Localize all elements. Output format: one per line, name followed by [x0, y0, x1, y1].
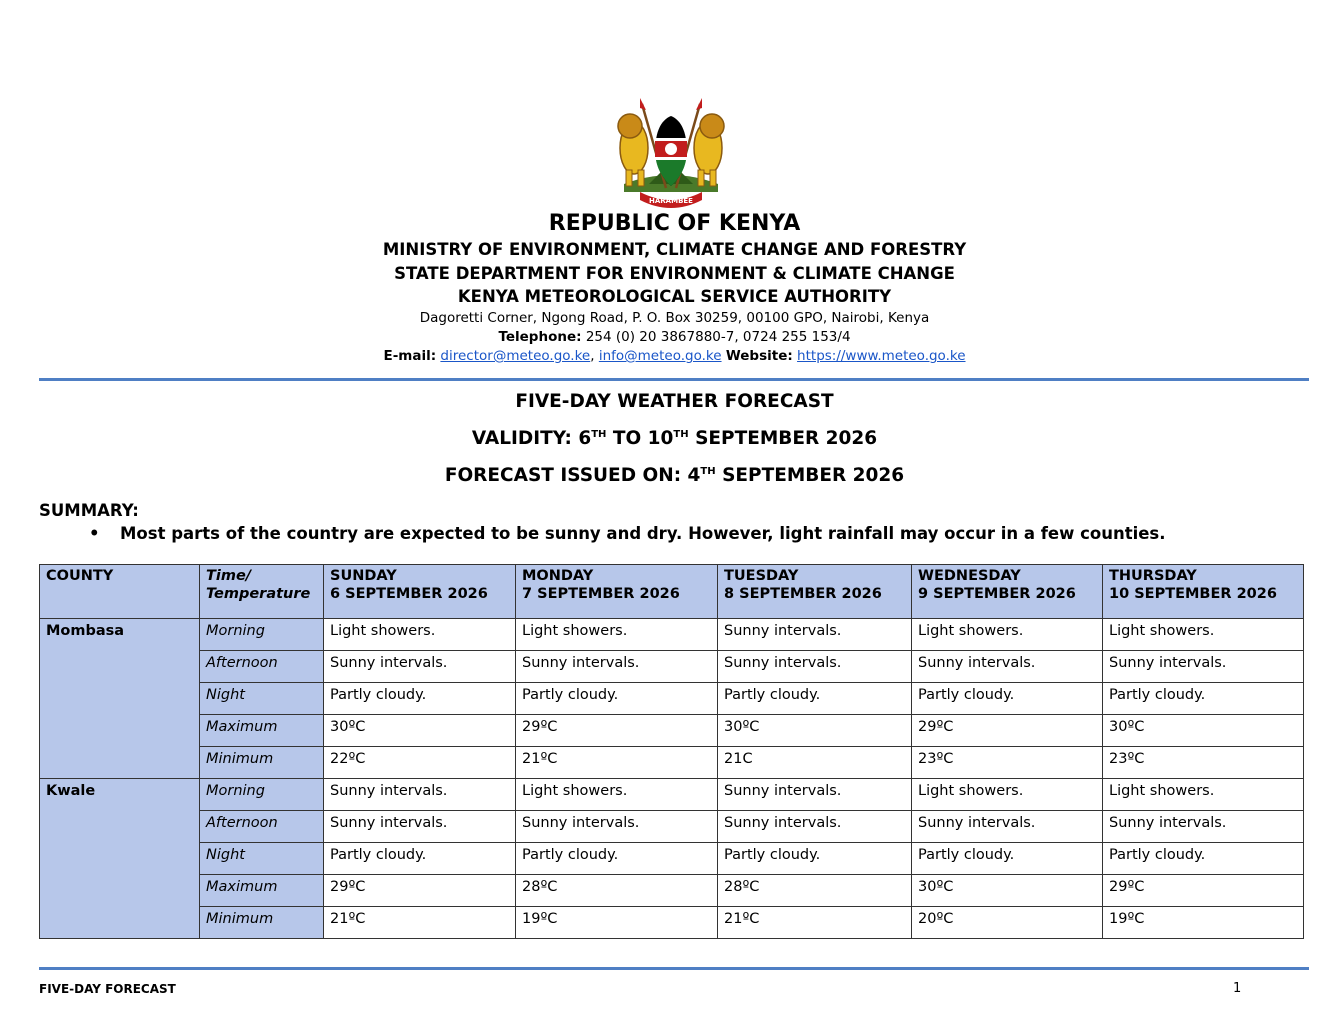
table-cell: 23ºC [912, 747, 1103, 779]
row-label: Night [200, 683, 324, 715]
row-label: Morning [200, 619, 324, 651]
table-cell: Partly cloudy. [324, 843, 516, 875]
table-cell: Partly cloudy. [912, 843, 1103, 875]
contact-line [0, 348, 1329, 364]
table-row [40, 907, 1304, 939]
footer-label: FIVE-DAY FORECAST [39, 982, 176, 996]
footer-divider [39, 967, 1309, 970]
table-cell: Light showers. [912, 619, 1103, 651]
header-day: MONDAY 7 SEPTEMBER 2026 [516, 565, 718, 619]
table-cell: 23ºC [1103, 747, 1304, 779]
republic-title: REPUBLIC OF KENYA [548, 211, 801, 236]
table-cell: Partly cloudy. [516, 683, 718, 715]
table-cell: 30ºC [324, 715, 516, 747]
table-cell: 29ºC [1103, 875, 1304, 907]
header-day: SUNDAY 6 SEPTEMBER 2026 [324, 565, 516, 619]
issued-sup: TH [700, 466, 716, 477]
table-cell: Sunny intervals. [718, 779, 912, 811]
bullet-icon: • [89, 524, 100, 543]
table-cell: Sunny intervals. [324, 651, 516, 683]
table-cell: 30ºC [1103, 715, 1304, 747]
header-day: TUESDAY 8 SEPTEMBER 2026 [718, 565, 912, 619]
header-day: THURSDAY 10 SEPTEMBER 2026 [1103, 565, 1304, 619]
row-label: Minimum [200, 747, 324, 779]
email-link-info[interactable]: info@meteo.go.ke [598, 348, 722, 364]
table-cell: Sunny intervals. [912, 651, 1103, 683]
table-row [40, 779, 1304, 811]
telephone-label: Telephone: [498, 329, 582, 345]
validity-text-end: SEPTEMBER 2026 [688, 428, 878, 449]
table-cell: Sunny intervals. [718, 811, 912, 843]
table-cell: Light showers. [912, 779, 1103, 811]
table-cell: Sunny intervals. [718, 619, 912, 651]
table-row [40, 683, 1304, 715]
validity-line [0, 428, 1329, 449]
header-time: Time/ Temperature [200, 565, 324, 619]
table-header-row [40, 565, 1304, 619]
county-name: Kwale [40, 779, 200, 939]
row-label: Afternoon [200, 651, 324, 683]
table-row [40, 651, 1304, 683]
page-number: 1 [1233, 981, 1242, 996]
coat-of-arms-icon [604, 96, 738, 210]
table-row [40, 715, 1304, 747]
telephone-line [0, 329, 1329, 345]
table-cell: Partly cloudy. [516, 843, 718, 875]
validity-text-start: VALIDITY: 6 [471, 428, 592, 449]
validity-sup-end: TH [673, 429, 689, 440]
table-cell: Sunny intervals. [718, 651, 912, 683]
table-cell: Partly cloudy. [1103, 843, 1304, 875]
table-row [40, 811, 1304, 843]
row-label: Minimum [200, 907, 324, 939]
ministry-title: MINISTRY OF ENVIRONMENT, CLIMATE CHANGE AND FORESTRY [382, 240, 967, 259]
table-cell: Sunny intervals. [1103, 651, 1304, 683]
summary-bullet [89, 524, 1166, 543]
website-link[interactable]: https://www.meteo.go.ke [797, 348, 966, 364]
table-cell: 19ºC [1103, 907, 1304, 939]
table-cell: Partly cloudy. [1103, 683, 1304, 715]
row-label: Night [200, 843, 324, 875]
table-cell: Light showers. [1103, 779, 1304, 811]
table-cell: Partly cloudy. [912, 683, 1103, 715]
row-label: Maximum [200, 715, 324, 747]
table-cell: Sunny intervals. [516, 651, 718, 683]
validity-sup-start: TH [591, 429, 607, 440]
email-separator: , [590, 348, 595, 364]
header-day: WEDNESDAY 9 SEPTEMBER 2026 [912, 565, 1103, 619]
table-cell: 21C [718, 747, 912, 779]
table-cell: 30ºC [912, 875, 1103, 907]
table-row [40, 619, 1304, 651]
table-cell: Sunny intervals. [324, 779, 516, 811]
table-cell: 22ºC [324, 747, 516, 779]
email-link-director[interactable]: director@meteo.go.ke [440, 348, 591, 364]
table-cell: 28ºC [516, 875, 718, 907]
table-cell: 21ºC [324, 907, 516, 939]
validity-text-mid: TO 10 [606, 428, 674, 449]
email-label: E-mail: [383, 348, 437, 364]
table-row [40, 843, 1304, 875]
table-cell: Light showers. [516, 779, 718, 811]
table-cell: 29ºC [516, 715, 718, 747]
table-cell: Partly cloudy. [718, 843, 912, 875]
row-label: Maximum [200, 875, 324, 907]
forecast-title: FIVE-DAY WEATHER FORECAST [515, 391, 834, 412]
department-title: STATE DEPARTMENT FOR ENVIRONMENT & CLIMATE CHANGE [394, 264, 955, 283]
table-cell: Light showers. [1103, 619, 1304, 651]
table-cell: 30ºC [718, 715, 912, 747]
row-label: Afternoon [200, 811, 324, 843]
table-cell: 29ºC [324, 875, 516, 907]
table-cell: Sunny intervals. [324, 811, 516, 843]
table-row [40, 747, 1304, 779]
table-cell: Partly cloudy. [324, 683, 516, 715]
website-label: Website: [725, 348, 793, 364]
table-cell: Partly cloudy. [718, 683, 912, 715]
row-label: Morning [200, 779, 324, 811]
address-line: Dagoretti Corner, Ngong Road, P. O. Box 30259, 00100 GPO, Nairobi, Kenya [419, 310, 930, 326]
table-row [40, 875, 1304, 907]
table-cell: 20ºC [912, 907, 1103, 939]
issued-line [0, 465, 1329, 486]
county-name: Mombasa [40, 619, 200, 779]
issued-text-end: SEPTEMBER 2026 [715, 465, 905, 486]
table-cell: 28ºC [718, 875, 912, 907]
summary-label: SUMMARY: [39, 501, 139, 520]
table-cell: 21ºC [718, 907, 912, 939]
header-county: COUNTY [40, 565, 200, 619]
table-cell: Sunny intervals. [516, 811, 718, 843]
table-cell: 19ºC [516, 907, 718, 939]
summary-text: Most parts of the country are expected to be sunny and dry. However, light rainfall may occur in a few counties. [120, 524, 1166, 543]
table-cell: Light showers. [516, 619, 718, 651]
header-divider [39, 378, 1309, 381]
table-cell: Sunny intervals. [1103, 811, 1304, 843]
table-cell: Light showers. [324, 619, 516, 651]
table-cell: Sunny intervals. [912, 811, 1103, 843]
issued-text-start: FORECAST ISSUED ON: 4 [444, 465, 701, 486]
svg-text:HARAMBEE: HARAMBEE [649, 197, 693, 205]
forecast-table [39, 564, 1304, 939]
table-cell: 29ºC [912, 715, 1103, 747]
authority-title: KENYA METEOROLOGICAL SERVICE AUTHORITY [457, 287, 892, 306]
table-cell: 21ºC [516, 747, 718, 779]
telephone-value: 254 (0) 20 3867880-7, 0724 255 153/4 [585, 329, 851, 345]
